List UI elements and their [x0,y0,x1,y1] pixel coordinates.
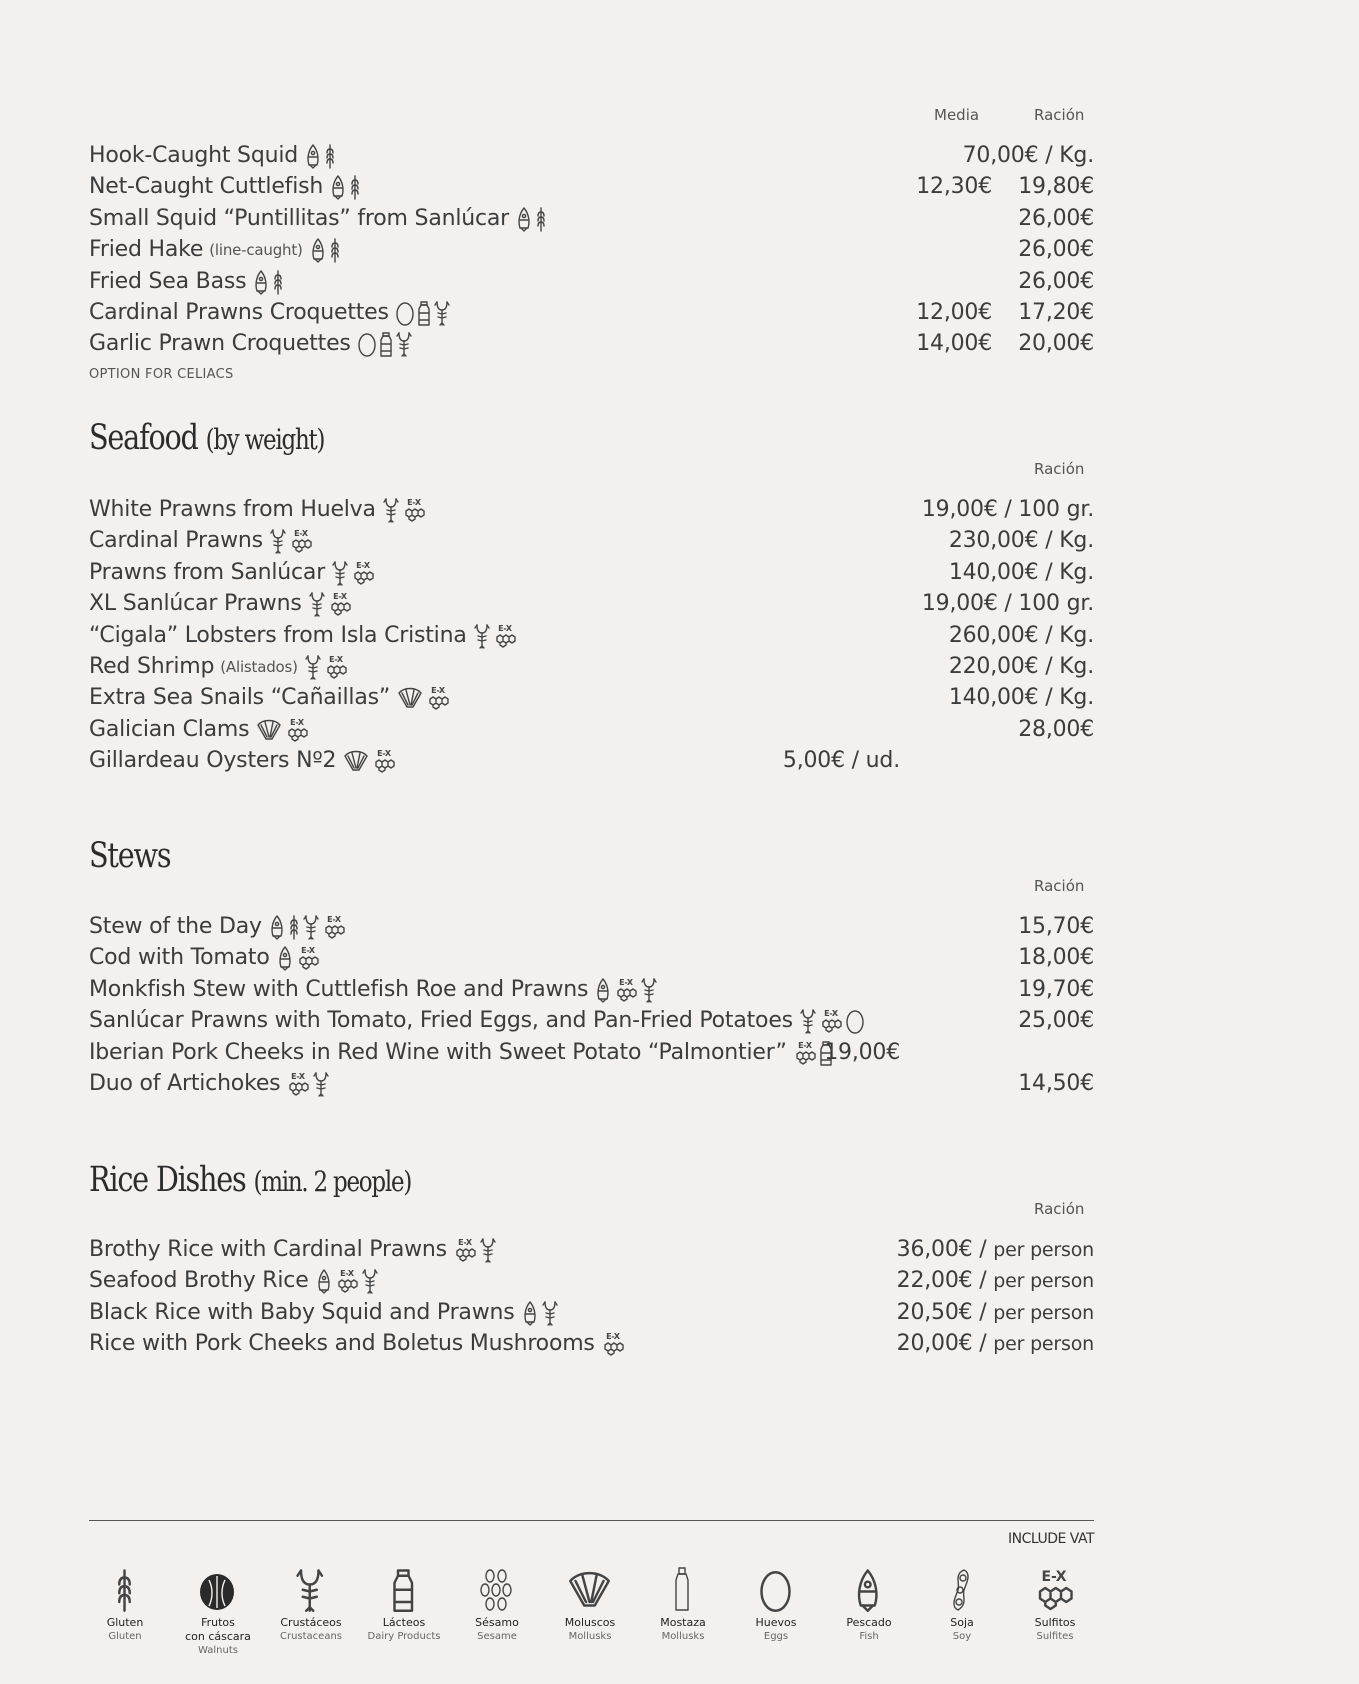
legend-label-en: Gluten [108,1631,142,1642]
menu-item-name: Net-Caught Cuttlefish [89,174,324,200]
svg-text:E-X: E-X [458,1238,472,1247]
menu-item [89,621,519,651]
svg-text:E-X: E-X [332,592,347,602]
menu-item-row [89,329,1094,359]
price-value: 20,00€ / [896,1331,987,1357]
sulfites-icon [351,560,375,586]
price-media: 14,00€ [916,331,992,357]
menu-item-row [89,172,1094,202]
celiac-note: OPTION FOR CELIACS [89,367,234,382]
legend-label-en: Sesame [477,1631,517,1642]
column-header-racion: Ración [1034,106,1085,124]
legend-label-en: Crustaceans [279,1631,343,1642]
menu-item-row [89,526,1094,556]
svg-text:E-X: E-X [290,717,305,727]
svg-text:E-X: E-X [824,1009,838,1019]
menu-item-name: Cod with Tomato [89,945,270,971]
fish-icon [515,206,533,232]
sulfites-icon [793,1040,817,1066]
legend-label-es: Mostaza [660,1616,706,1629]
price-value: 36,00€ / [896,1237,987,1262]
menu-item-row [89,1329,1094,1359]
menu-item-row [89,683,1094,713]
svg-text:E-X: E-X [406,498,421,507]
fish-icon [315,1268,333,1294]
fish-icon [304,143,322,169]
seafood-subtitle: (by weight) [205,423,325,456]
legend-icon-wrap [452,1560,542,1612]
menu-item-price [897,1266,1094,1296]
legend-icon-wrap [359,1560,449,1612]
menu-item [89,1266,381,1296]
menu-item-row [89,1006,1094,1036]
svg-text:E-X: E-X [327,915,341,924]
legend-icon-wrap [1010,1560,1100,1612]
price-racion: 230,00€ / Kg. [948,528,1094,554]
legend-icon-wrap [731,1560,821,1612]
sulfites-icon [324,654,348,680]
crustacean-icon [294,1567,326,1613]
price-racion: 18,00€ [1018,945,1094,971]
price-unit: per person [993,1270,1094,1293]
menu-item-name: Monkfish Stew with Cuttlefish Roe and Prawns [89,976,589,1002]
menu-item-name: Fried Hake [89,237,204,263]
svg-text:E-X: E-X [1041,1568,1067,1585]
price-media: 12,30€ [916,174,992,200]
sulfites-icon [286,1071,310,1097]
menu-item [89,1329,627,1359]
menu-item-row [89,1069,1094,1099]
price-racion: 19,80€ [1018,174,1094,200]
legend-label-es: Gluten [106,1616,144,1629]
mustard-icon [672,1566,692,1612]
menu-item-row [89,1298,1094,1328]
price-media: 12,00€ [916,300,992,325]
menu-item [89,204,549,234]
crustacean-icon [473,623,491,649]
svg-text:E-X: E-X [431,686,445,696]
legend-icon-wrap [638,1560,728,1612]
sulfites-icon [614,977,638,1003]
footer-divider [89,1520,1094,1521]
dairy-icon [379,331,393,357]
menu-item-note: (Alistados) [220,658,298,676]
column-header-media: Media [934,106,980,124]
menu-item [89,589,354,619]
price-racion: 20,00€ [1018,331,1094,357]
svg-text:E-X: E-X [339,1269,354,1279]
sulfites-icon [819,1008,843,1034]
menu-item-row [89,912,1094,942]
menu-item-name: White Prawns from Huelva [89,497,376,522]
legend-label-es: Sésamo [475,1616,519,1629]
price-racion: 140,00€ / Kg. [948,685,1094,711]
menu-item [89,652,350,682]
menu-item-row [89,975,1094,1005]
menu-item-row [89,204,1094,234]
soy-icon [950,1568,972,1612]
menu-item [89,746,398,776]
legend-label-en: Sulfites [1036,1631,1074,1642]
menu-item [89,526,315,556]
gluten-icon [349,174,361,200]
price-racion: 17,20€ [1018,300,1094,325]
menu-item-row [89,495,1094,525]
menu-item-name: Seafood Brothy Rice [89,1268,309,1294]
fish-icon [309,237,327,263]
sulfites-icon [1033,1567,1075,1613]
menu-item-name: Red Shrimp [89,654,215,679]
svg-text:E-X: E-X [497,623,512,633]
gluten-icon [288,914,300,940]
menu-item-name: Cardinal Prawns [89,528,263,554]
rice-section-title [89,1160,411,1200]
mollusk-icon [396,685,424,711]
menu-item-name: Rice with Pork Cheeks and Boletus Mushrooms [89,1331,595,1357]
sulfites-icon [372,748,396,774]
menu-item-row [89,589,1094,619]
fish-icon [521,1300,539,1326]
legend-label-es: Pescado [846,1616,892,1629]
legend-label-en: Dairy Products [367,1631,441,1642]
legend-item [80,1560,170,1644]
fish-icon [594,977,612,1003]
crustacean-icon [269,528,287,554]
price-racion: 15,70€ [1018,914,1094,939]
sulfites-icon [453,1237,477,1263]
vat-note: INCLUDE VAT [1007,1531,1094,1547]
crustacean-icon [479,1237,497,1263]
crustacean-icon [361,1268,379,1294]
menu-item [89,1298,561,1328]
menu-item-row [89,235,1094,265]
menu-item-name: Iberian Pork Cheeks in Red Wine with Sweet Potato “Palmontier” [89,1039,787,1065]
crustacean-icon [395,331,413,357]
legend-label-es: Crustáceos [280,1616,342,1629]
legend-item [824,1560,914,1644]
svg-text:E-X: E-X [797,1040,812,1050]
legend-icon-wrap [80,1560,170,1612]
price-racion: 19,70€ [1018,976,1094,1002]
menu-item-name: Small Squid “Puntillitas” from Sanlúcar [89,205,510,231]
price-racion: 28,00€ [1018,716,1094,742]
price-racion: 19,00€ / 100 gr. [921,591,1094,617]
allergen-legend [89,1560,1094,1660]
sulfites-icon [296,945,320,971]
menu-item-name: Prawns from Sanlúcar [89,559,326,585]
legend-item [173,1560,263,1658]
menu-item [89,912,348,942]
svg-text:E-X: E-X [377,749,392,759]
sulfites-icon [285,717,309,743]
menu-item-row [89,141,1094,171]
legend-label-es: Moluscos [564,1616,616,1629]
crustacean-icon [541,1300,559,1326]
menu-item-row [89,621,1094,651]
svg-text:E-X: E-X [291,1072,306,1081]
legend-item [917,1560,1007,1644]
price-racion: 140,00€ / Kg. [948,559,1094,585]
menu-item [89,715,311,745]
menu-item-name: Gillardeau Oysters Nº2 [89,748,337,774]
legend-label-en: Mollusks [568,1631,612,1642]
legend-icon-wrap [266,1560,356,1612]
price-racion: 26,00€ [1018,237,1094,263]
svg-text:E-X: E-X [619,977,634,987]
price-racion: 220,00€ / Kg. [948,654,1094,679]
crustacean-icon [799,1008,817,1034]
price-media: 5,00€ / ud. [782,748,900,774]
gluten-icon [324,143,336,169]
sulfites-icon [601,1331,625,1357]
legend-icon-wrap [824,1560,914,1612]
nut-icon [197,1568,237,1612]
legend-icon-wrap [917,1560,1007,1612]
legend-icon-wrap [173,1560,263,1612]
legend-label-es: Huevos [755,1616,797,1629]
menu-item [89,1069,332,1099]
menu-item-price [897,1298,1094,1328]
fish-icon [276,945,294,971]
rice-subtitle: (min. 2 people) [253,1165,412,1198]
seafood-title: Seafood [89,418,198,458]
legend-item [638,1560,728,1644]
price-value: 22,00€ / [896,1268,987,1294]
menu-item-name: Sanlúcar Prawns with Tomato, Fried Eggs, and Pan-Fried Potatoes [89,1008,793,1034]
stews-section-title [89,836,170,876]
legend-item [545,1560,635,1644]
price-racion: 25,00€ [1018,1008,1094,1034]
mollusk-icon [342,748,370,774]
menu-item-name: Brothy Rice with Cardinal Prawns [89,1237,447,1262]
gluten-icon [114,1567,135,1613]
menu-item-name: XL Sanlúcar Prawns [89,591,302,617]
menu-item [89,1038,835,1068]
egg-icon [845,1008,865,1034]
svg-text:E-X: E-X [605,1332,620,1342]
price-racion: 26,00€ [1018,205,1094,231]
menu-item-name: Duo of Artichokes [89,1071,281,1096]
mollusk-icon [565,1567,614,1613]
crustacean-icon [382,497,400,523]
price-racion: 260,00€ / Kg. [948,622,1094,648]
sulfites-icon [328,591,352,617]
crustacean-icon [302,914,320,940]
crustacean-icon [304,654,322,680]
menu-item-name: Fried Sea Bass [89,268,247,294]
price-unit: per person [993,1239,1094,1261]
legend-label-en: Soy [952,1631,972,1642]
legend-label-es: Sulfitos [1034,1616,1076,1629]
menu-item-name: “Cigala” Lobsters from Isla Cristina [89,622,467,648]
menu-item-name: Extra Sea Snails “Cañaillas” [89,685,391,711]
menu-item [89,683,452,713]
stews-title: Stews [89,836,171,876]
crustacean-icon [640,977,658,1003]
menu-item-row [89,652,1094,682]
legend-item [359,1560,449,1644]
legend-label-en: Eggs [763,1631,789,1642]
menu-item-row [89,715,1094,745]
menu-item-name: Garlic Prawn Croquettes [89,331,351,357]
price-racion: 26,00€ [1018,268,1094,294]
menu-item [89,1006,867,1036]
menu-item-name: Black Rice with Baby Squid and Prawns [89,1299,515,1325]
gluten-icon [535,206,547,232]
menu-item [89,298,453,328]
menu-item [89,943,322,973]
menu-item-name: Stew of the Day [89,914,262,939]
menu-item [89,975,660,1005]
legend-item [731,1560,821,1644]
menu-item-row [89,1038,1094,1068]
sulfites-icon [322,914,346,940]
menu-item-row [89,1266,1094,1296]
seafood-section-title [89,418,324,458]
menu-item-row [89,1235,1094,1265]
sesame-icon [478,1568,514,1612]
svg-text:E-X: E-X [328,655,343,664]
crustacean-icon [308,591,326,617]
legend-icon-wrap [545,1560,635,1612]
menu-item-row [89,943,1094,973]
price-unit: per person [993,1333,1094,1356]
legend-label-en: Fish [859,1631,879,1642]
mollusk-icon [255,717,283,743]
svg-text:E-X: E-X [294,529,308,539]
egg-icon [357,331,377,357]
menu-item-note: (line-caught) [209,241,303,260]
menu-item [89,329,415,359]
svg-text:E-X: E-X [300,946,315,956]
menu-item-row [89,267,1094,297]
menu-item-row [89,298,1094,328]
gluten-icon [272,269,284,295]
legend-label-en: Walnuts [198,1645,238,1656]
menu-item-row [89,746,1094,776]
crustacean-icon [312,1071,330,1097]
sulfites-icon [493,623,517,649]
crustacean-icon [331,560,349,586]
stews-column-header-racion: Ración [1034,877,1085,895]
legend-label-es: Lácteos [382,1616,426,1629]
price-value: 20,50€ / [896,1299,987,1325]
rice-column-header-racion: Ración [1034,1200,1085,1218]
seafood-column-header-racion: Ración [1034,460,1085,478]
menu-item-price [897,1235,1094,1265]
sulfites-icon [402,497,426,523]
price-racion: 14,50€ [1018,1071,1094,1096]
menu-item [89,558,377,588]
price-media: 19,00€ [824,1039,900,1065]
legend-item [452,1560,542,1644]
sulfites-icon [289,528,313,554]
fish-icon [329,174,347,200]
menu-item-row [89,558,1094,588]
menu-item [89,1235,499,1265]
rice-title: Rice Dishes [89,1160,246,1200]
price-racion: 19,00€ / 100 gr. [921,497,1094,522]
sulfites-icon [335,1268,359,1294]
sulfites-icon [426,685,450,711]
egg-icon [758,1567,793,1613]
price-unit: per person [993,1301,1094,1324]
dairy-icon [391,1567,416,1613]
crustacean-icon [433,300,451,326]
menu-item [89,172,363,202]
svg-text:E-X: E-X [356,560,370,570]
dairy-icon [417,300,431,326]
menu-item [89,235,343,265]
egg-icon [395,300,415,326]
gluten-icon [329,237,341,263]
menu-item [89,495,428,525]
menu-item-price [897,1329,1094,1359]
legend-label-es: Frutos [201,1616,235,1629]
legend-label-es: Soja [950,1616,974,1629]
fish-icon [852,1567,884,1613]
legend-item [266,1560,356,1644]
price-racion: 70,00€ / Kg. [962,143,1094,168]
fish-icon [252,269,270,295]
menu-item [89,141,338,171]
legend-label-es-line2: con cáscara [185,1630,251,1643]
menu-item-name: Hook-Caught Squid [89,143,299,168]
fish-icon [268,914,286,940]
menu-item [89,267,286,297]
menu-item-name: Galician Clams [89,716,250,742]
legend-label-en: Mollusks [661,1631,705,1642]
legend-item [1010,1560,1100,1644]
menu-item-name: Cardinal Prawns Croquettes [89,300,389,325]
